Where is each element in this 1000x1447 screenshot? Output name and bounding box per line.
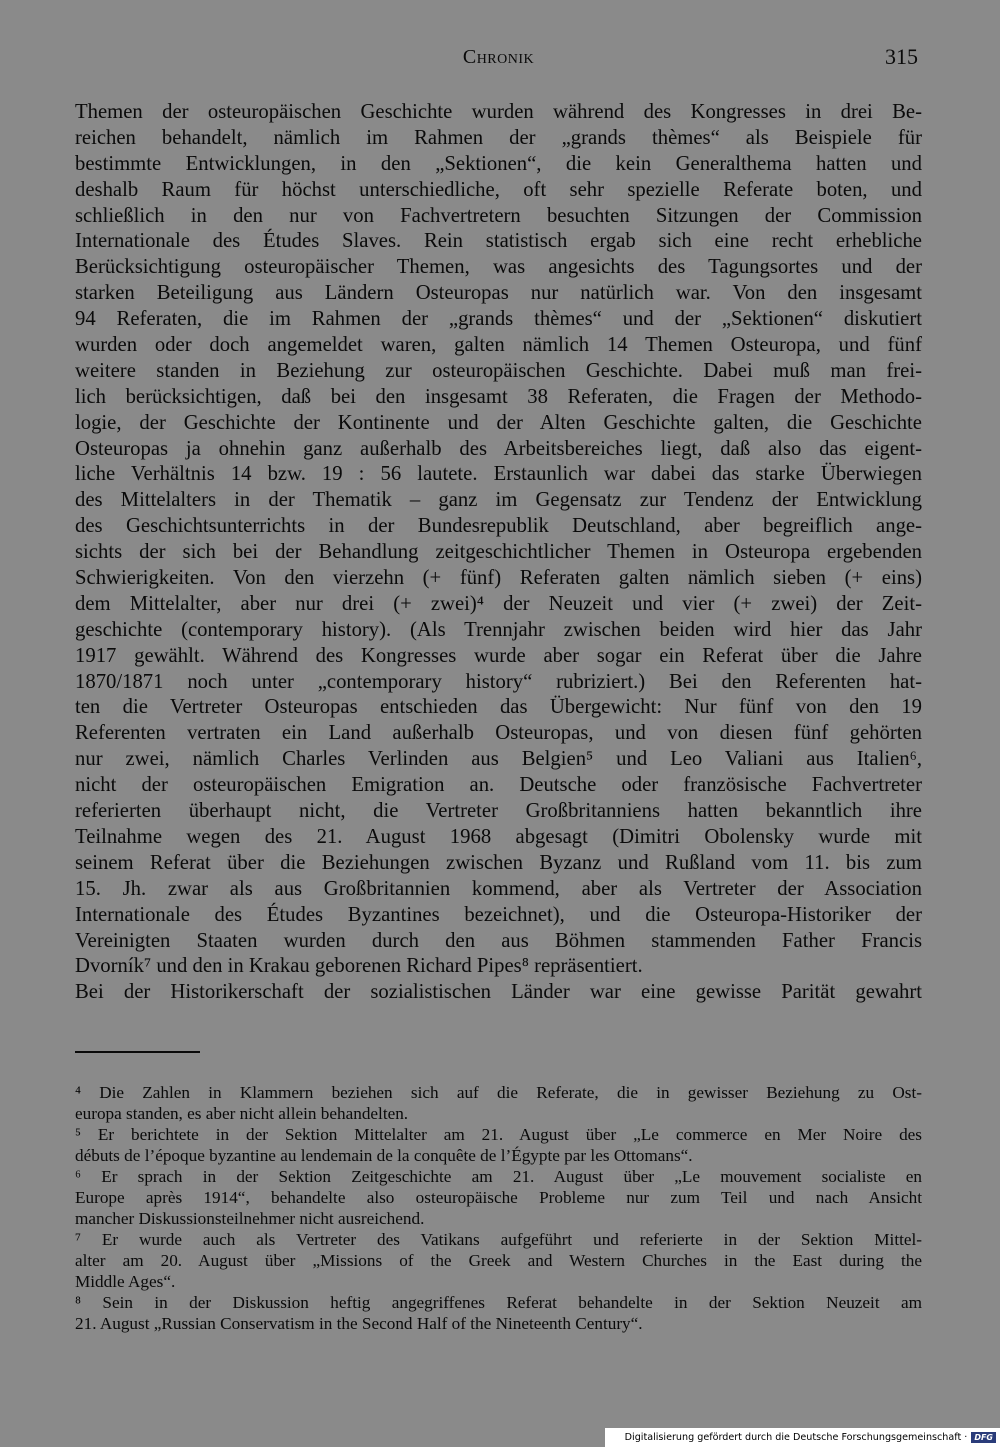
body-line: des Geschichtsunterrichts in der Bundesrepublik Deutschland, aber begreiflich ange-	[75, 515, 922, 538]
body-line: weitere standen in Beziehung zur osteuropäischen Geschichte. Dabei muß man frei-	[75, 359, 922, 382]
footnote-line: alter am 20. August über „Missions of the Greek and Western Churches in the East during the	[75, 1251, 922, 1270]
body-line: referierten überhaupt nicht, die Vertreter Großbritanniens hatten bekanntlich ihre	[75, 800, 922, 823]
credit-text: Digitalisierung gefördert durch die Deutsche Forschungsgemeinschaft ·	[624, 1432, 968, 1443]
body-line: bestimmte Entwicklungen, in den „Sektionen“, die kein Generalthema hatten und	[75, 152, 922, 175]
body-line: ten die Vertreter Osteuropas entschieden das Übergewicht: Nur fünf von den 19	[75, 696, 922, 719]
body-line: Referenten vertraten ein Land außerhalb Osteuropas, und von diesen fünf gehörten	[75, 722, 922, 745]
footnote-line: ⁷ Er wurde auch als Vertreter des Vatikans aufgeführt und referierte in der Sektion Mittel-	[75, 1230, 922, 1249]
body-line: sichts der sich bei der Behandlung zeitgeschichtlicher Themen in Osteuropa ergebenden	[75, 541, 922, 564]
body-line: schließlich in den nur von Fachvertretern besuchten Sitzungen der Commission	[75, 204, 922, 227]
body-line: nur zwei, nämlich Charles Verlinden aus Belgien⁵ und Leo Valiani aus Italien⁶,	[75, 748, 922, 771]
body-line: geschichte (contemporary history). (Als Trennjahr zwischen beiden wird hier das Jahr	[75, 618, 922, 641]
body-line: reichen behandelt, nämlich im Rahmen der „grands thèmes“ als Beispiele für	[75, 126, 922, 149]
body-line: starken Beteiligung aus Ländern Osteuropas nur natürlich war. Von den insgesamt	[75, 282, 922, 305]
body-line: 1870/1871 noch unter „contemporary history“ rubriziert.) Bei den Referenten hat-	[75, 670, 922, 693]
body-line: Dvorník⁷ und den in Krakau geborenen Richard Pipes⁸ repräsentiert.	[75, 955, 643, 978]
body-line: nicht der osteuropäischen Emigration an. Deutsche oder französische Fachvertreter	[75, 774, 922, 797]
page-number: 315	[885, 44, 918, 69]
body-line: logie, der Geschichte der Kontinente und der Alten Geschichte galten, die Geschichte	[75, 411, 922, 434]
footnotes	[75, 1082, 922, 1334]
body-line: liche Verhältnis 14 bzw. 19 : 56 lautete. Erstaunlich war dabei das starke Überwiegen	[75, 463, 922, 486]
body-line: seinem Referat über die Beziehungen zwischen Byzanz und Rußland vom 11. bis zum	[75, 851, 922, 874]
body-line: 15. Jh. zwar als aus Großbritannien kommend, aber als Vertreter der Association	[75, 877, 922, 900]
body-line: lich berücksichtigen, daß bei den insgesamt 38 Referaten, die Fragen der Methodo-	[75, 385, 922, 408]
running-head	[75, 44, 922, 74]
body-line: deshalb Raum für höchst unterschiedliche, oft sehr spezielle Referate boten, und	[75, 178, 922, 201]
body-line: Vereinigten Staaten wurden durch den aus Böhmen stammenden Father Francis	[75, 929, 922, 952]
body-line: Schwierigkeiten. Von den vierzehn (+ fünf) Referaten galten nämlich sieben (+ eins)	[75, 567, 922, 590]
footnote-line: ⁵ Er berichtete in der Sektion Mittelalter am 21. August über „Le commerce en Mer Noire des	[75, 1125, 922, 1144]
footnote-line: ⁶ Er sprach in der Sektion Zeitgeschichte am 21. August über „Le mouvement socialiste en	[75, 1167, 922, 1186]
footnote-line: 21. August „Russian Conservatism in the Second Half of the Nineteenth Century“.	[75, 1314, 643, 1333]
body-line: Internationale des Études Slaves. Rein statistisch ergab sich eine recht erhebliche	[75, 230, 922, 253]
body-line: dem Mittelalter, aber nur drei (+ zwei)⁴ der Neuzeit und vier (+ zwei) der Zeit-	[75, 592, 922, 615]
body-line: 94 Referaten, die im Rahmen der „grands thèmes“ und der „Sektionen“ diskutiert	[75, 308, 922, 331]
footnote-line: ⁴ Die Zahlen in Klammern beziehen sich auf die Referate, die in gewisser Beziehung zu Ost-	[75, 1083, 922, 1102]
body-text	[75, 100, 922, 1006]
footnote-line: Europe après 1914“, behandelte also osteuropäische Probleme nur zum Teil und nach Ansicht	[75, 1188, 922, 1207]
digitization-credit	[605, 1428, 1000, 1447]
dfg-logo-icon: DFG	[971, 1432, 996, 1443]
footnote-line: mancher Diskussionsteilnehmer nicht ausreichend.	[75, 1209, 425, 1228]
body-line: des Mittelalters in der Thematik – ganz im Gegensatz zur Tendenz der Entwicklung	[75, 489, 922, 512]
body-line: Teilnahme wegen des 21. August 1968 abgesagt (Dimitri Obolensky wurde mit	[75, 825, 922, 848]
body-line: Osteuropas ja ohnehin ganz außerhalb des Arbeitsbereiches liegt, daß also das eigent-	[75, 437, 922, 460]
body-line: Themen der osteuropäischen Geschichte wurden während des Kongresses in drei Be-	[75, 101, 922, 123]
body-line: Bei der Historikerschaft der sozialistischen Länder war eine gewisse Parität gewahrt	[75, 981, 922, 1004]
footnote-separator	[75, 1051, 200, 1053]
body-line: 1917 gewählt. Während des Kongresses wurde aber sogar ein Referat über die Jahre	[75, 644, 922, 667]
body-line: Internationale des Études Byzantines bezeichnet), und die Osteuropa-Historiker der	[75, 903, 922, 926]
body-line: Berücksichtigung osteuropäischer Themen, was angesichts des Tagungsortes und der	[75, 256, 922, 279]
body-line: wurden oder doch angemeldet waren, galten nämlich 14 Themen Osteuropa, und fünf	[75, 334, 922, 357]
footnote-line: débuts de l’époque byzantine au lendemain de la conquête de l’Égypte par les Ottomans“.	[75, 1146, 693, 1165]
footnote-line: europa standen, es aber nicht allein behandelten.	[75, 1104, 409, 1123]
footnote-line: Middle Ages“.	[75, 1272, 176, 1291]
running-title: Chronik	[462, 46, 535, 68]
footnote-line: ⁸ Sein in der Diskussion heftig angegriffenes Referat behandelte in der Sektion Neuzeit am	[75, 1293, 922, 1312]
